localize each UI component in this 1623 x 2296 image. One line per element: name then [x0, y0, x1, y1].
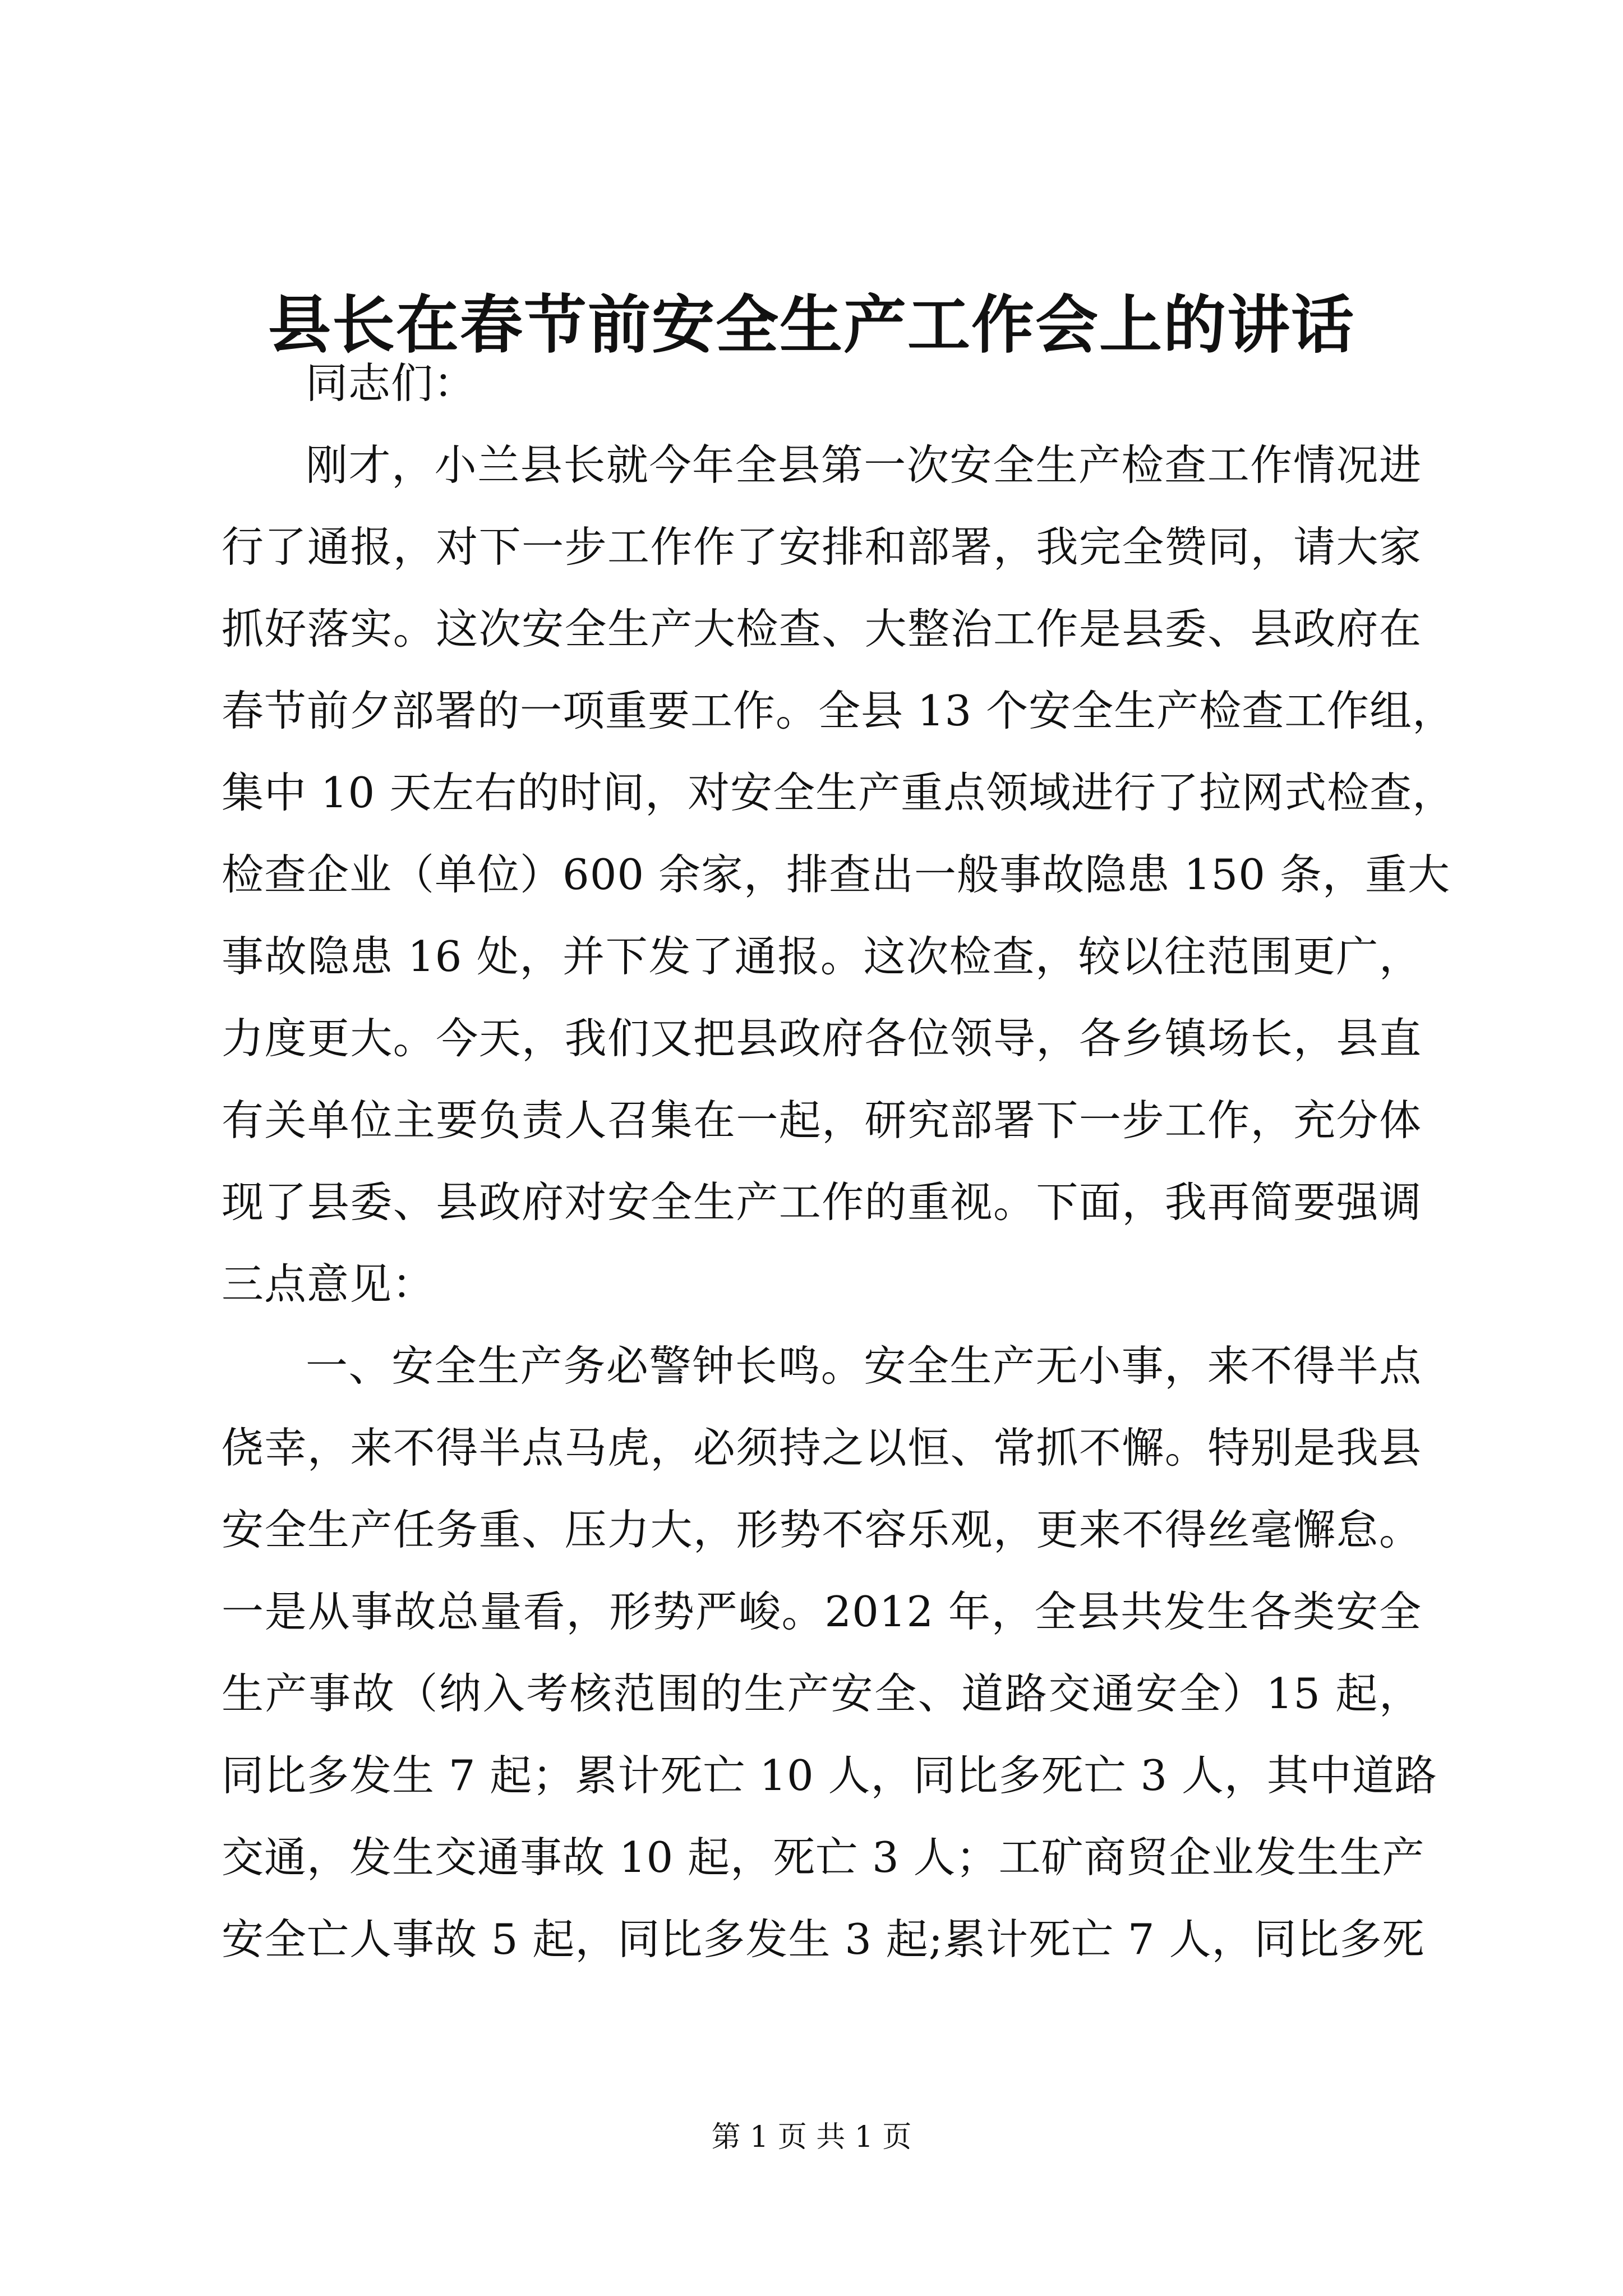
text-line: 有关单位主要负责人召集在一起，研究部署下一步工作，充分体 [222, 1096, 1422, 1145]
page-footer: 第 1 页 共 1 页 [711, 2120, 912, 2154]
text-line: 一、安全生产务必警钟长鸣。安全生产无小事，来不得半点 [306, 1341, 1422, 1391]
text-line: 一是从事故总量看，形势严峻。2012 年，全县共发生各类安全 [222, 1587, 1422, 1636]
text-line: 行了通报，对下一步工作作了安排和部署，我完全赞同，请大家 [222, 522, 1422, 572]
text-line: 春节前夕部署的一项重要工作。全县 13 个安全生产检查工作组， [222, 686, 1455, 735]
text-line: 三点意见： [222, 1259, 435, 1309]
text-line: 检查企业（单位）600 余家，排查出一般事故隐患 150 条，重大 [222, 850, 1450, 899]
text-line: 事故隐患 16 处，并下发了通报。这次检查，较以往范围更广， [222, 932, 1422, 981]
text-line: 同志们： [306, 358, 477, 408]
text-line: 力度更大。今天，我们又把县政府各位领导，各乡镇场长，县直 [222, 1014, 1422, 1063]
text-line: 交通，发生交通事故 10 起，死亡 3 人；工矿商贸企业发生生产 [222, 1833, 1425, 1882]
text-line: 安全亡人事故 5 起，同比多发生 3 起;累计死亡 7 人，同比多死 [222, 1915, 1425, 1964]
text-line: 同比多发生 7 起；累计死亡 10 人，同比多死亡 3 人，其中道路 [222, 1751, 1437, 1800]
text-line: 刚才，小兰县长就今年全县第一次安全生产检查工作情况进 [306, 440, 1422, 490]
text-line: 侥幸，来不得半点马虎，必须持之以恒、常抓不懈。特别是我县 [222, 1423, 1422, 1473]
text-line: 现了县委、县政府对安全生产工作的重视。下面，我再简要强调 [222, 1177, 1422, 1227]
text-line: 抓好落实。这次安全生产大检查、大整治工作是县委、县政府在 [222, 604, 1422, 654]
document-title: 县长在春节前安全生产工作会上的讲话 [268, 288, 1355, 362]
text-line: 集中 10 天左右的时间，对安全生产重点领域进行了拉网式检查， [222, 768, 1455, 817]
document-body [222, 342, 1455, 1980]
text-line: 安全生产任务重、压力大，形势不容乐观，更来不得丝毫懈怠。 [222, 1505, 1422, 1554]
text-line: 生产事故（纳入考核范围的生产安全、道路交通安全）15 起， [222, 1669, 1422, 1718]
